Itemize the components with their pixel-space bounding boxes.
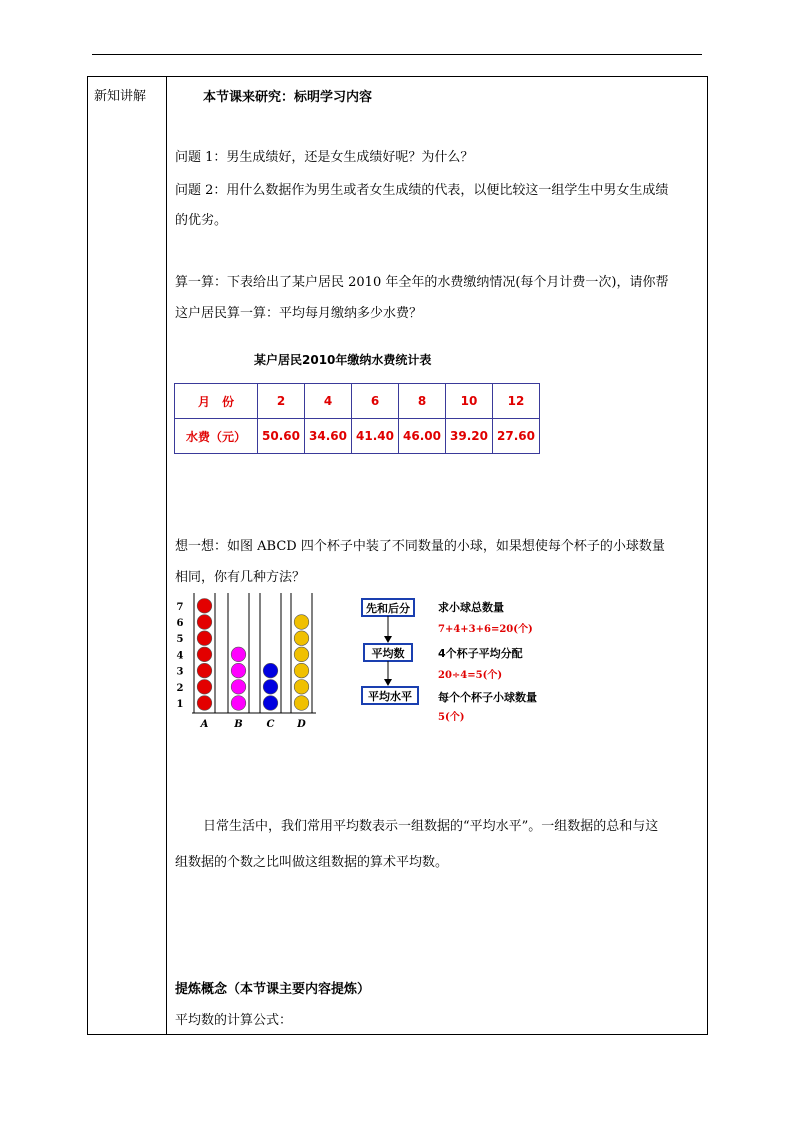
question-2-line-1: 问题 2：用什么数据作为男生或者女生成绩的代表，以便比较这一组学生中男女生成绩	[175, 183, 669, 198]
arrow-down-icon	[384, 679, 392, 686]
y-tick-label: 5	[176, 634, 184, 646]
cup-label: B	[234, 719, 243, 730]
ball	[197, 599, 212, 614]
flow-step-1-desc: 求小球总数量	[438, 601, 504, 614]
cup-c	[260, 593, 281, 713]
ball	[197, 696, 212, 711]
calc-prompt-line-1: 算一算：下表给出了某户居民 2010 年全年的水费缴纳情况(每个月计费一次)，请你帮	[175, 275, 669, 290]
y-tick-label: 6	[176, 618, 184, 629]
table-cell: 46.00	[399, 419, 446, 454]
table-cell: 34.60	[305, 419, 352, 454]
flow-step-2: 平均数	[371, 647, 405, 660]
ball	[197, 680, 212, 695]
table-cell: 4	[305, 384, 352, 419]
table-cell: 6	[352, 384, 399, 419]
flow-step-2-calc: 20÷4=5(个)	[438, 670, 503, 681]
table-cell: 50.60	[258, 419, 305, 454]
y-tick-label: 7	[176, 601, 184, 613]
ball	[263, 696, 278, 711]
table-cell: 39.20	[446, 419, 493, 454]
ball	[197, 631, 212, 646]
cup-label: A	[200, 719, 209, 730]
think-prompt-line-2: 相同，你有几种方法？	[175, 570, 306, 585]
question-1: 问题 1：男生成绩好，还是女生成绩好呢？为什么？	[175, 150, 474, 165]
table-header-month: 月 份	[175, 384, 258, 419]
ball	[231, 663, 246, 678]
averaging-flowchart	[358, 594, 568, 729]
flow-step-1-calc: 7+4+3+6=20(个)	[438, 624, 533, 635]
table-cell: 2	[258, 384, 305, 419]
paragraph-line-2: 组数据的个数之比叫做这组数据的算术平均数。	[175, 855, 449, 870]
think-prompt-line-1: 想一想：如图 ABCD 四个杯子中装了不同数量的小球，如果想使每个杯子的小球数量	[175, 539, 665, 554]
header-rule	[92, 54, 702, 55]
table-cell: 41.40	[352, 419, 399, 454]
table-row-months	[175, 384, 540, 419]
ball	[294, 631, 309, 646]
ball	[263, 663, 278, 678]
ball	[294, 663, 309, 678]
y-tick-label: 2	[176, 682, 184, 694]
cup-label: D	[297, 719, 306, 730]
ball	[294, 615, 309, 630]
section-label: 新知讲解	[94, 89, 147, 104]
table-title: 某户居民2010年缴纳水费统计表	[254, 353, 432, 367]
y-tick-label: 3	[176, 666, 184, 678]
table-header-fee: 水费（元）	[175, 419, 258, 454]
refine-heading: 提炼概念（本节课主要内容提炼）	[175, 982, 371, 997]
flow-step-3-calc: 5(个)	[438, 712, 465, 723]
cup-label: C	[266, 719, 275, 730]
table-row-fees	[175, 419, 540, 454]
ball	[294, 647, 309, 662]
paragraph-line-1: 日常生活中，我们常用平均数表示一组数据的“平均水平”。一组数据的总和与这	[203, 819, 659, 834]
water-fee-table	[174, 383, 540, 454]
cups-balls-figure	[172, 588, 322, 733]
ball	[231, 647, 246, 662]
table-cell: 10	[446, 384, 493, 419]
table-cell: 8	[399, 384, 446, 419]
ball	[197, 615, 212, 630]
ball	[231, 696, 246, 711]
flow-step-2-desc: 4个杯子平均分配	[438, 647, 523, 660]
formula-label: 平均数的计算公式：	[175, 1013, 293, 1028]
table-cell: 12	[493, 384, 540, 419]
section-heading: 本节课来研究：标明学习内容	[203, 90, 373, 105]
question-2-line-2: 的优劣。	[175, 213, 228, 228]
y-tick-label: 1	[176, 699, 184, 710]
table-cell: 27.60	[493, 419, 540, 454]
ball	[231, 680, 246, 695]
flow-step-3: 平均水平	[368, 690, 412, 703]
ball	[294, 696, 309, 711]
calc-prompt-line-2: 这户居民算一算：平均每月缴纳多少水费？	[175, 306, 423, 321]
ball	[197, 647, 212, 662]
ball	[197, 663, 212, 678]
y-tick-label: 4	[176, 650, 184, 662]
ball	[263, 680, 278, 695]
arrow-down-icon	[384, 636, 392, 643]
flow-step-3-desc: 每个个杯子小球数量	[438, 691, 537, 704]
column-divider	[166, 77, 167, 1034]
ball	[294, 680, 309, 695]
flow-step-1: 先和后分	[366, 602, 410, 615]
